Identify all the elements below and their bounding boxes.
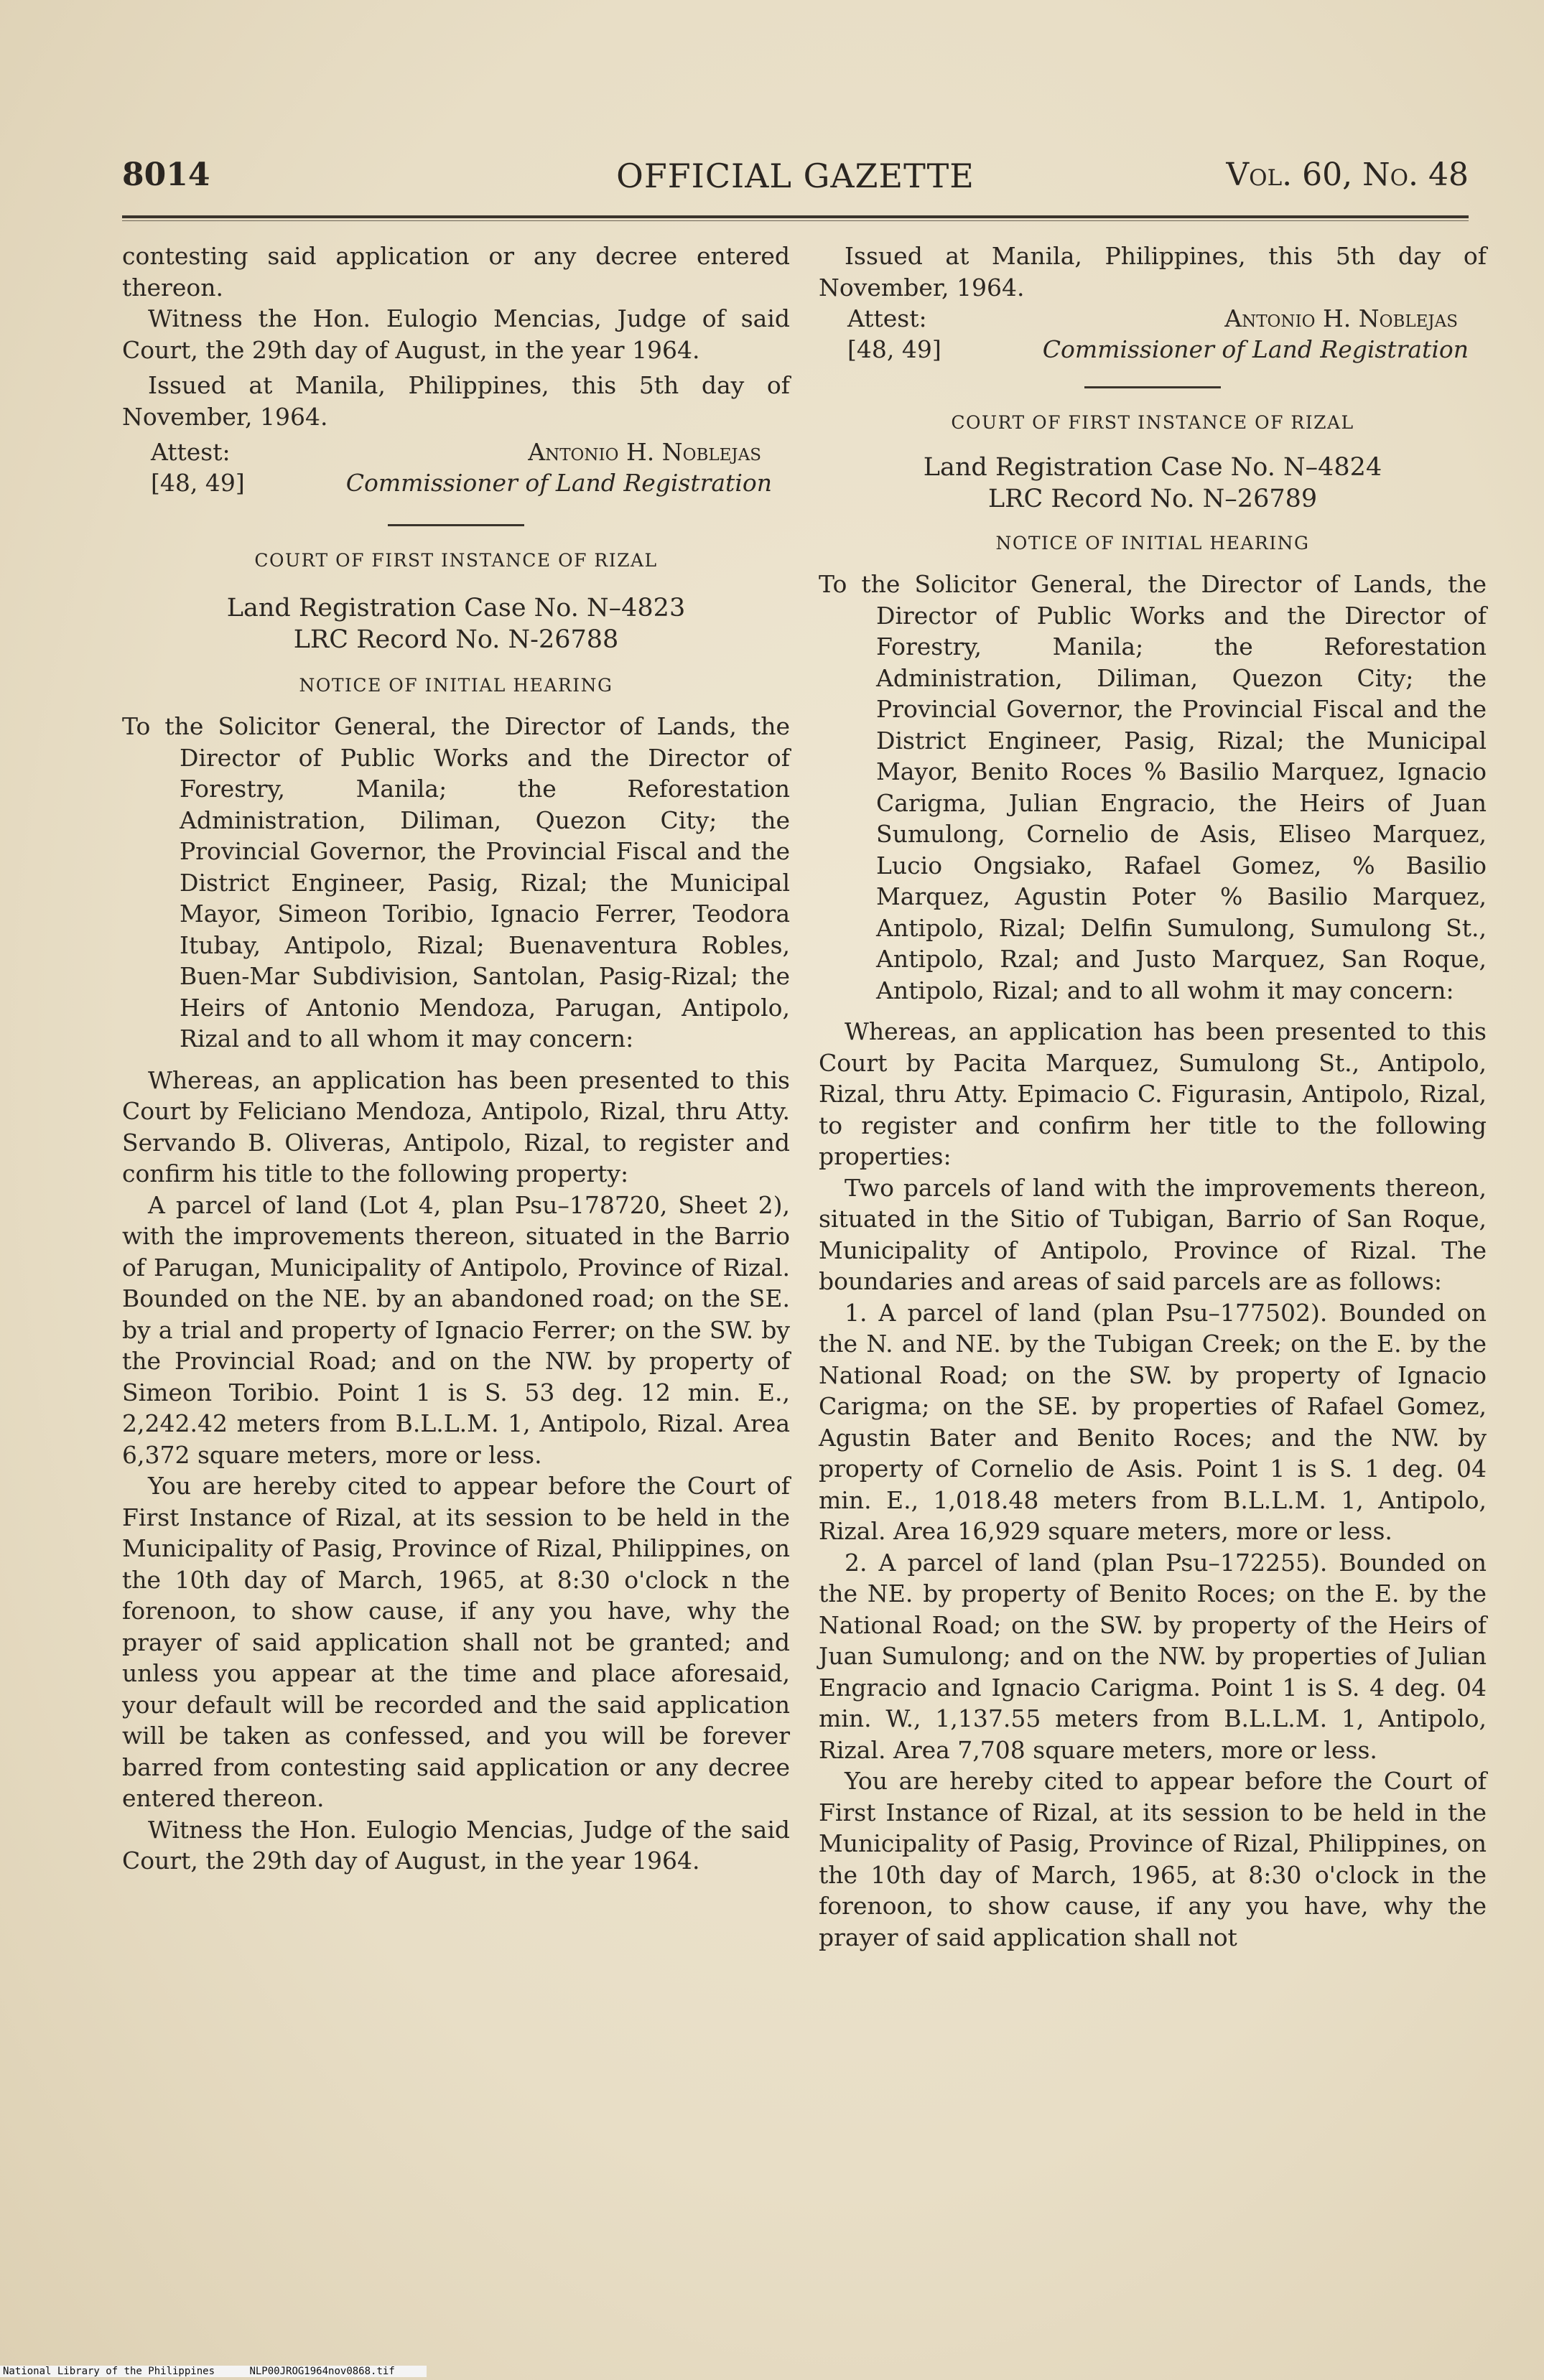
addressees: To the Solicitor General, the Director of Lands, the Director of Public Works and the Director of Forestry, Manila; the Reforestation Administration, Diliman, Quezon City; the Provincial Governor, the Provincial Fiscal and the District Engineer, Pasig, Rizal; the Municipal Mayor, Simeon Toribio, Ignacio Ferrer, Teodora Itubay, Antipolo, Rizal; Buenaventura Robles, Buen-Mar Subdivision, Santolan, Pasig-Rizal; the Heirs of Antonio Mendoza, Parugan, Antipolo, Rizal and to all whom it may concern: — [122, 712, 790, 1053]
library-label: National Library of the Philippines — [3, 2366, 215, 2377]
addressees: To the Solicitor General, the Director of Lands, the Director of Public Works and the Director of Forestry, Manila; the Reforestation Administration, Diliman, Quezon City; the Provincial Governor, the Provincial Fiscal and the District Engineer, Pasig, Rizal; the Municipal Mayor, Benito Roces % Basilio Marquez, Ignacio Carigma, Julian Engracio, the Heirs of Juan Sumulong, Cornelio de Asis, Eliseo Marquez, Lucio Ongsiako, Rafael Gomez, % Basilio Marquez, Agustin Poter % Basilio Marquez, Antipolo, Rizal; Delfin Sumulong, Sumulong St., Antipolo, Rzal; and Justo Marquez, San Roque, Antipolo, Rizal; and to all wohm it may concern: — [819, 570, 1487, 1004]
paragraph: 1. A parcel of land (plan Psu–177502). Bounded on the N. and NE. by the Tubigan Creek; on the E. by the National Road; on the SW. by property of Ignacio Carigma; on the SE. by properties of Rafael Gomez, Agustin Bater and Benito Roces; and the NW. by property of Cornelio de Asis. Point 1 is S. 1 deg. 04 min. E., 1,018.48 meters from B.L.L.M. 1, Antipolo, Rizal. Area 16,929 square meters, more or less. — [819, 1298, 1487, 1545]
paragraph: contesting said application or any decree entered thereon. — [122, 242, 790, 302]
attest-title: Commissioner of Land Registration — [1042, 335, 1469, 363]
page-header — [122, 157, 1469, 207]
attestation — [122, 437, 790, 498]
paragraph: Two parcels of land with the improvements thereon, situated in the Sitio of Tubigan, Barrio of San Roque, Municipality of Antipolo, Province of Rizal. The boundaries and areas of said parcels are as follows: — [819, 1173, 1487, 1295]
paragraph: 2. A parcel of land (plan Psu–172255). Bounded on the NE. by property of Benito Roces; on the E. by the National Road; on the SW. by property of the Heirs of Juan Sumulong; and on the NW. by properties of Julian Engracio and Ignacio Carigma. Point 1 is S. 4 deg. 04 min. W., 1,137.55 meters from B.L.L.M. 1, Antipolo, Rizal. Area 7,708 square meters, more or less. — [819, 1548, 1487, 1764]
attest-ref: [48, 49] — [151, 469, 245, 497]
case-number: Land Registration Case No. N–4824 — [923, 452, 1382, 482]
section-divider — [1084, 386, 1221, 388]
attest-name: Antonio H. Noblejas — [528, 438, 761, 466]
paragraph: A parcel of land (Lot 4, plan Psu–178720, Sheet 2), with the improvements thereon, situated in the Barrio of Parugan, Municipality of Antipolo, Province of Rizal. Bounded on the NE. by an abandoned road; on the SE. by a trial and property of Ignacio Ferrer; on the SW. by the Provincial Road; and on the NW. by property of Simeon Toribio. Point 1 is S. 53 deg. 12 min. E., 2,242.42 meters from B.L.L.M. 1, Antipolo, Rizal. Area 6,372 square meters, more or less. — [122, 1190, 790, 1469]
right-column — [819, 241, 1487, 1953]
paragraph: Issued at Manila, Philippines, this 5th day of November, 1964. — [819, 242, 1487, 302]
paragraph: You are hereby cited to appear before the Court of First Instance of Rizal, at its session to be held in the Municipality of Pasig, Province of Rizal, Philippines, on the 10th day of March, 1965, at 8:30 o'clock n the forenoon, to show cause, if any you have, why the prayer of said application shall not be granted; and unless you appear at the time and place aforesaid, your default will be recorded and the said application will be taken as confessed, and you will be forever barred from contesting said application or any decree entered thereon. — [122, 1472, 790, 1812]
paragraph: Witness the Hon. Eulogio Mencias, Judge of the said Court, the 29th day of August, in the year 1964. — [122, 1815, 790, 1875]
file-label: NLP00JROG1964nov0868.tif — [249, 2366, 395, 2377]
court-heading: COURT OF FIRST INSTANCE OF RIZAL — [951, 412, 1354, 433]
left-column — [122, 241, 790, 1877]
attest-ref: [48, 49] — [847, 335, 941, 363]
paragraph: Whereas, an application has been presented to this Court by Feliciano Mendoza, Antipolo, Rizal, thru Atty. Servando B. Oliveras, Antipolo, Rizal, to register and confirm his title to the following property: — [122, 1065, 790, 1187]
attest-name: Antonio H. Noblejas — [1224, 304, 1458, 332]
publication-title: OFFICIAL GAZETTE — [616, 157, 975, 195]
attestation — [819, 303, 1487, 365]
paragraph: Issued at Manila, Philippines, this 5th day of November, 1964. — [122, 371, 790, 431]
attest-label: Attest: — [847, 304, 927, 332]
attest-label: Attest: — [151, 438, 231, 466]
lrc-record: LRC Record No. N–26789 — [987, 484, 1318, 513]
section-divider — [388, 524, 524, 526]
volume-number: Vol. 60, No. 48 — [1226, 157, 1469, 193]
paragraph: You are hereby cited to appear before the Court of First Instance of Rizal, at its session to be held in the Municipality of Pasig, Province of Rizal, Philippines, on the 10th day of March, 1965, at 8:30 o'clock in the forenoon, to show cause, if any you have, why the prayer of said application shall not — [819, 1767, 1487, 1951]
attest-title: Commissioner of Land Registration — [345, 469, 772, 497]
case-number: Land Registration Case No. N–4823 — [226, 593, 686, 622]
page-number: 8014 — [122, 157, 210, 193]
header-rule — [122, 215, 1469, 218]
lrc-record: LRC Record No. N-26788 — [293, 625, 619, 654]
scan-footer — [0, 2366, 427, 2377]
paragraph: Whereas, an application has been presented to this Court by Pacita Marquez, Sumulong St., Antipolo, Rizal, thru Atty. Epimacio C. Figurasin, Antipolo, Rizal, to register and confirm her title to the following properties: — [819, 1017, 1487, 1170]
notice-heading: NOTICE OF INITIAL HEARING — [995, 532, 1310, 554]
notice-heading: NOTICE OF INITIAL HEARING — [299, 674, 613, 696]
court-heading: COURT OF FIRST INSTANCE OF RIZAL — [254, 550, 658, 571]
paragraph: Witness the Hon. Eulogio Mencias, Judge of said Court, the 29th day of August, in the year 1964. — [122, 304, 790, 364]
